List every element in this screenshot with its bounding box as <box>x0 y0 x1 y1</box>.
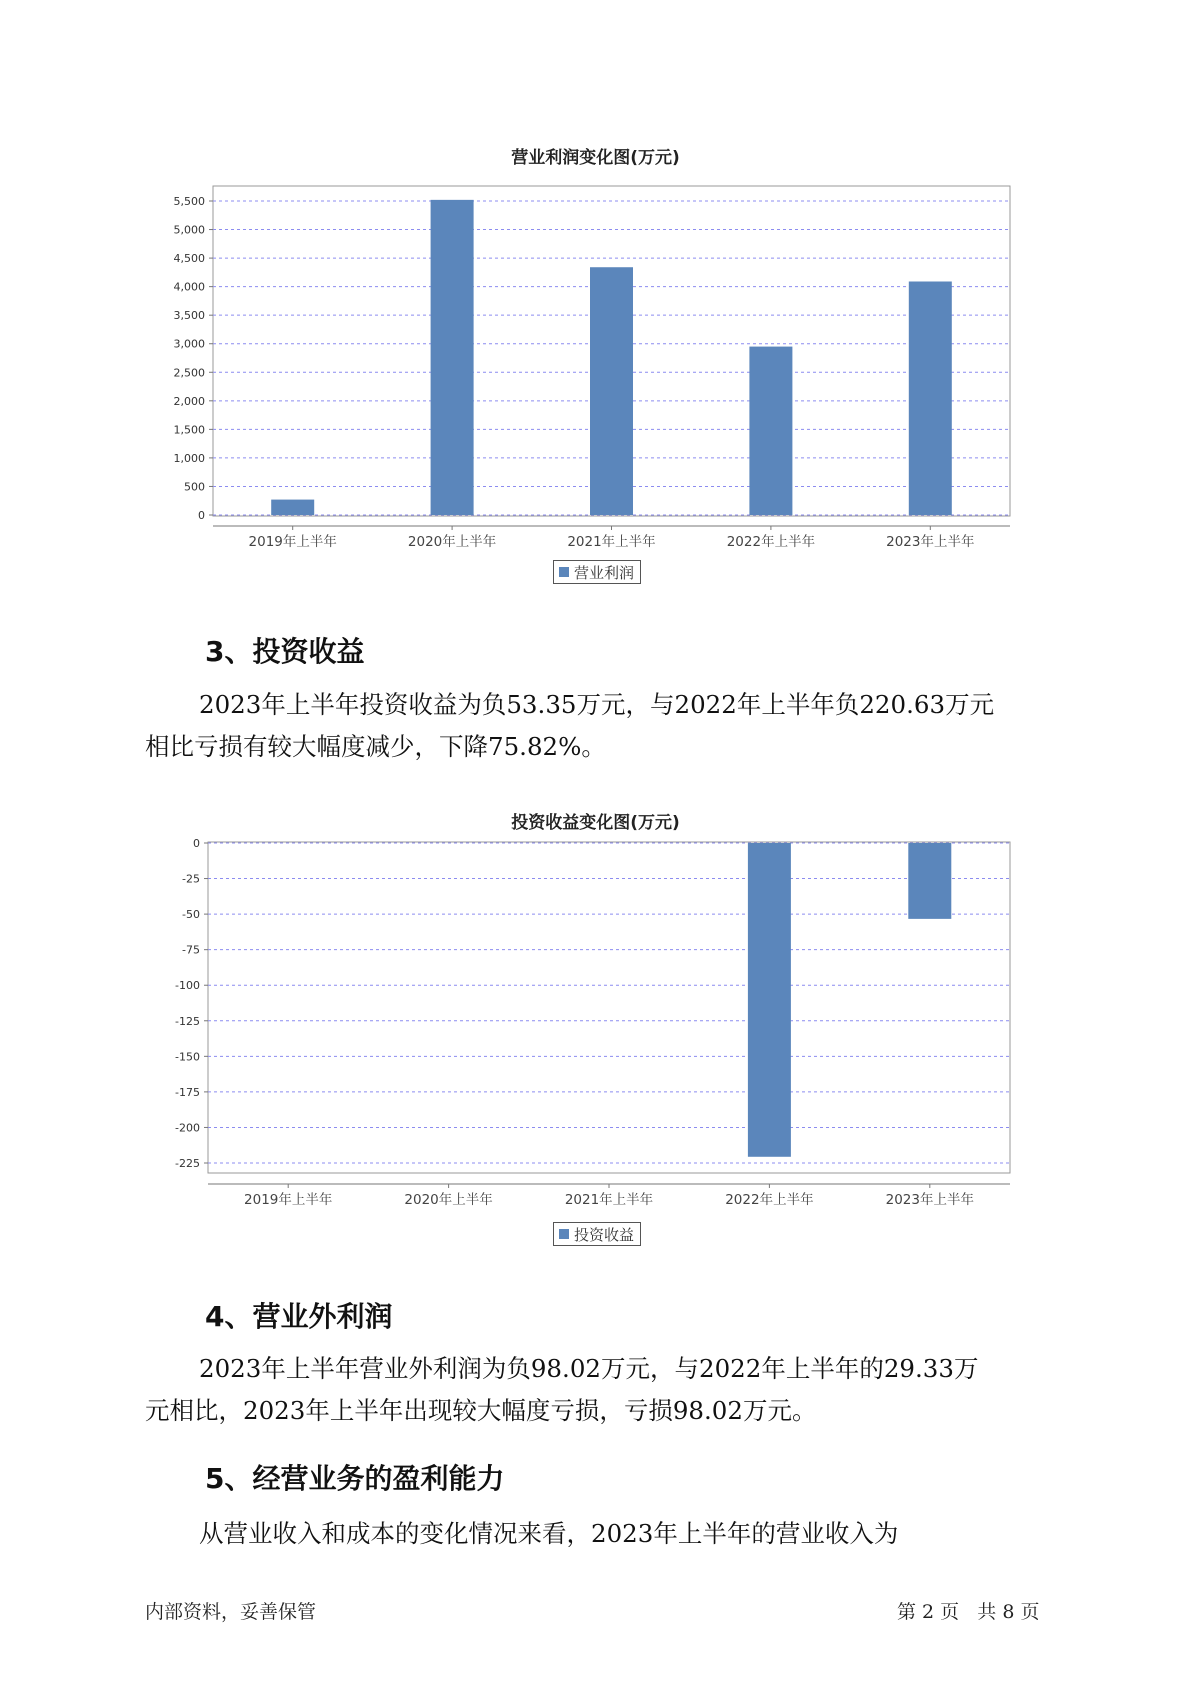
y-tick-label: 0 <box>193 837 200 850</box>
bar <box>908 843 951 919</box>
y-tick-label: -150 <box>175 1050 200 1064</box>
bar <box>590 267 633 515</box>
y-tick-label: -25 <box>182 872 200 886</box>
y-tick-label: 2,500 <box>173 366 205 380</box>
bar <box>749 347 792 515</box>
x-tick-label: 2022年上半年 <box>726 534 816 550</box>
y-tick-label: 0 <box>198 509 205 522</box>
y-tick-label: 5,500 <box>173 195 205 208</box>
y-tick-label: 5,000 <box>173 223 205 237</box>
paragraph-line: 元相比，2023年上半年出现较大幅度亏损，亏损98.02万元。 <box>145 1396 817 1425</box>
bar <box>909 281 952 515</box>
y-tick-label: -50 <box>182 908 200 922</box>
section3-heading: 3、投资收益 <box>205 635 365 668</box>
paragraph-line: 2023年上半年投资收益为负53.35万元，与2022年上半年负220.63万元 <box>199 690 995 719</box>
x-tick-label: 2019年上半年 <box>248 534 337 550</box>
legend-swatch <box>559 567 569 577</box>
x-tick-label: 2023年上半年 <box>885 1192 974 1208</box>
x-tick-label: 2021年上半年 <box>567 534 656 550</box>
y-tick-label: -200 <box>175 1121 200 1135</box>
x-tick-label: 2022年上半年 <box>725 1192 814 1208</box>
y-tick-label: 3,000 <box>173 337 205 351</box>
y-tick-label: -75 <box>182 943 200 957</box>
y-tick-label: 500 <box>184 480 205 494</box>
y-tick-label: -225 <box>175 1157 200 1170</box>
section5-paragraph <box>145 1513 898 1555</box>
chart1-legend <box>553 560 641 584</box>
x-tick-label: 2020年上半年 <box>404 1192 493 1208</box>
chart2-legend <box>553 1222 641 1246</box>
paragraph-line: 2023年上半年营业外利润为负98.02万元，与2022年上半年的29.33万 <box>199 1354 979 1383</box>
section4-paragraph <box>145 1348 978 1432</box>
chart2-title: 投资收益变化图(万元) <box>511 813 680 833</box>
footer-page-number: 第 2 页 共 8 页 <box>897 1601 1040 1623</box>
y-tick-label: 4,000 <box>173 280 205 294</box>
bar <box>271 500 314 515</box>
paragraph-line: 相比亏损有较大幅度减少，下降75.82%。 <box>145 732 606 761</box>
x-tick-label: 2021年上半年 <box>564 1192 654 1208</box>
y-tick-label: 4,500 <box>173 252 205 266</box>
legend-swatch <box>559 1229 569 1239</box>
section3-paragraph <box>145 684 994 768</box>
y-tick-label: 2,000 <box>173 394 205 408</box>
y-tick-label: 3,500 <box>173 309 205 323</box>
chart1-legend-label: 营业利润 <box>574 563 635 582</box>
x-tick-label: 2020年上半年 <box>407 534 497 550</box>
x-tick-label: 2019年上半年 <box>244 1192 333 1208</box>
bar <box>748 843 791 1157</box>
y-tick-label: -100 <box>175 979 200 993</box>
plot-area <box>208 842 1010 1173</box>
y-tick-label: 1,000 <box>173 451 205 465</box>
chart1-title: 营业利润变化图(万元) <box>511 148 680 168</box>
section5-heading: 5、经营业务的盈利能力 <box>205 1462 505 1495</box>
bar <box>431 200 474 515</box>
y-tick-label: -125 <box>175 1014 200 1028</box>
x-tick-label: 2023年上半年 <box>886 534 975 550</box>
y-tick-label: 1,500 <box>173 423 205 437</box>
footer-confidential-note: 内部资料，妥善保管 <box>145 1601 317 1623</box>
y-tick-label: -175 <box>175 1085 200 1099</box>
paragraph-line: 从营业收入和成本的变化情况来看，2023年上半年的营业收入为 <box>199 1519 899 1548</box>
section4-heading: 4、营业外利润 <box>205 1300 393 1333</box>
chart2-legend-label: 投资收益 <box>574 1225 635 1244</box>
